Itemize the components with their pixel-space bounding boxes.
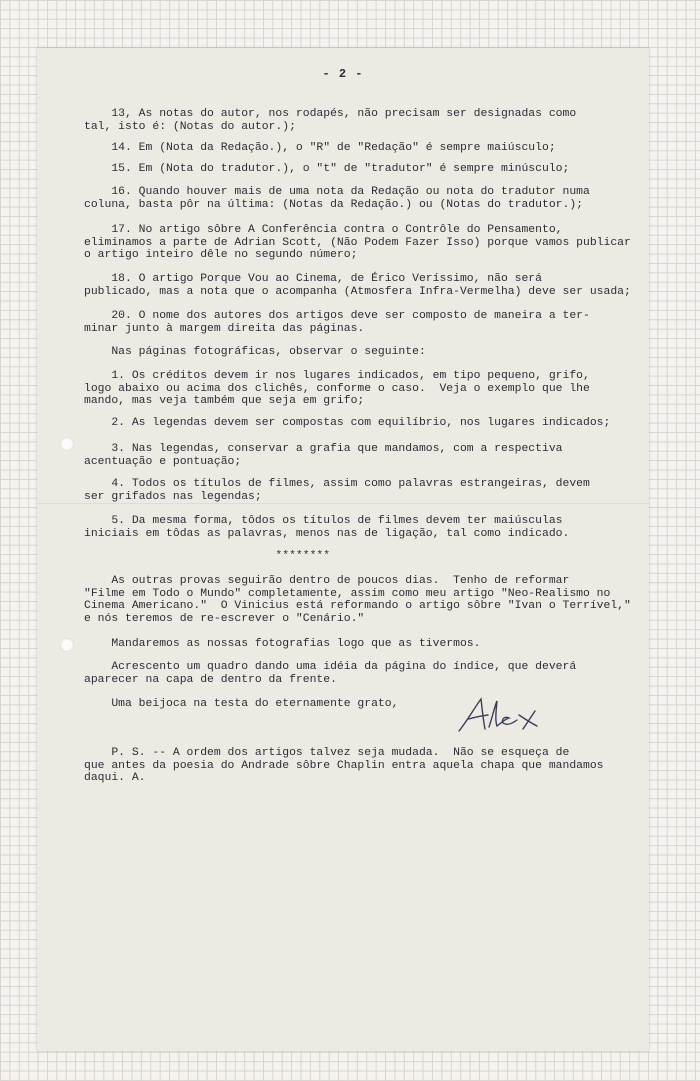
closing-paragraph-fotografias: Mandaremos as nossas fotografias logo que as tivermos. [84,638,481,650]
page-number: - 2 - [322,67,364,81]
photo-item-2: 2. As legendas devem ser compostas com equilíbrio, nos lugares indicados; [84,417,611,429]
document-page [37,48,649,1051]
paragraph-13: 13, As notas do autor, nos rodapés, não precisam ser designadas como tal, isto é: (Notas do autor.); [84,108,577,133]
punch-hole-top [60,437,74,451]
handwritten-signature [455,693,565,737]
closing-paragraph-provas: As outras provas seguirão dentro de poucos dias. Tenho de reformar "Filme em Todo o Mundo" completamente, assim como meu artigo "Neo-Realismo no Cinema Americano." O Vinicius está reformando o artigo sôbre "Ivan o Terrível," e nós teremos de re-escrever o "Cenário." [84,575,631,625]
punch-hole-bottom [60,638,74,652]
photo-pages-intro: Nas páginas fotográficas, observar o seguinte: [84,346,426,358]
closing-paragraph-quadro: Acrescento um quadro dando uma idéia da página do índice, que deverá aparecer na capa de dentro da frente. [84,661,577,686]
section-separator: ******** [84,550,331,562]
paragraph-20: 20. O nome dos autores dos artigos deve ser composto de maneira a ter- minar junto à margem direita das páginas. [84,310,590,335]
photo-item-5: 5. Da mesma forma, tôdos os títulos de filmes devem ter maiúsculas iniciais em tôdas as palavras, menos nas de ligação, tal como indicado. [84,515,570,540]
paragraph-18: 18. O artigo Porque Vou ao Cinema, de Érico Veríssimo, não será publicado, mas a nota que o acompanha (Atmosfera Infra-Vermelha) deve ser usada; [84,273,631,298]
closing-salutation: Uma beijoca na testa do eternamente grato, [84,698,399,710]
photo-item-1: 1. Os créditos devem ir nos lugares indicados, em tipo pequeno, grifo, logo abaixo ou acima dos clichês, conforme o caso. Veja o exemplo que lhe mando, mas veja também que seja em grifo; [84,370,590,407]
photo-item-4: 4. Todos os títulos de filmes, assim como palavras estrangeiras, devem ser grifados nas legendas; [84,478,590,503]
photo-item-3: 3. Nas legendas, conservar a grafia que mandamos, com a respectiva acentuação e pontuação; [84,443,563,468]
paragraph-16: 16. Quando houver mais de uma nota da Redação ou nota do tradutor numa coluna, basta pôr na última: (Notas da Redação.) ou (Notas do tradutor.); [84,186,590,211]
paragraph-15: 15. Em (Nota do tradutor.), o "t" de "tradutor" é sempre minúsculo; [84,163,570,175]
paragraph-17: 17. No artigo sôbre A Conferência contra o Contrôle do Pensamento, eliminamos a parte de Adrian Scott, (Não Podem Fazer Isso) porque vamos publicar o artigo inteiro dêle no segundo número; [84,224,631,261]
postscript: P. S. -- A ordem dos artigos talvez seja mudada. Não se esqueça de que antes da poesia do Andrade sôbre Chaplin entra aquela chapa que mandamos daqui. A. [84,747,604,784]
paragraph-14: 14. Em (Nota da Redação.), o "R" de "Redação" é sempre maiúsculo; [84,142,556,154]
